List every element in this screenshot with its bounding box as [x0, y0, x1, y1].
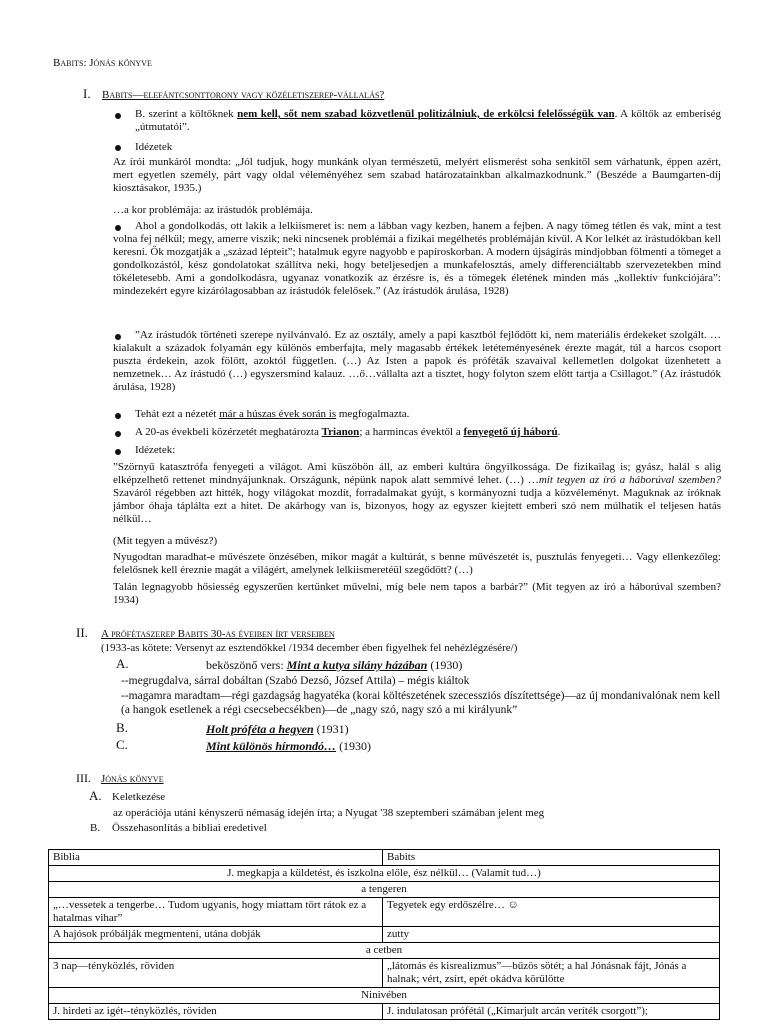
bullet-6-text: A 20-as évekbeli közérzetét meghatározta Trianon; a harmincas évektől a fenyegető új háború. [135, 426, 561, 438]
item-a-text: beköszönő vers: Mint a kutya silány házában (1930) [206, 658, 463, 672]
table-cell: a tengeren [49, 882, 720, 898]
table-row [49, 866, 720, 882]
table-header-row [49, 850, 720, 866]
table-row [49, 927, 720, 943]
item-a-line-2: --magamra maradtam—régi gazdagság hagyatéka (korai költészetének szecessziós díszítettsége)—az új mondanivalónak nem kell (a hangok esetlenek a régi csecsebecsékben)—de „nagy szó, nagy szó a mi királyunk” [121, 690, 721, 716]
item-a-letter: A. [116, 656, 129, 671]
table-header-biblia: Biblia [49, 850, 383, 866]
section-2-intro: (1933-as kötete: Versenyt az esztendőkkel /1934 december ében figyelhek fel nehézlégzésére/) [101, 642, 518, 654]
section-3-a-label: Keletkezése [112, 791, 166, 803]
bullet-3-text: Ahol a gondolkodás, ott lakik a lelkiismeret is: nem a lábban vagy kezben, hanem a fejben. A nagy tömeg tétlen és vak, mint a test volna fej nélkül; megy, amerre viszik; neki nincsenek problémái a fizikai megélhetés problémáján kívül. A Kor lelkét az írástudókban kell keresni. Ők mozgatják a „század lépteit”; hatalmuk egyre nagyobb e papíroskorban. A modern újságírás mindjobban fölmenti a tömeget a gondolkozástól, kész gondolatokat szállítva neki, hogy beteljesedjen a munkafelosztás, amely differenciáltabb szervezetekben mind tökéletesebb. Ami a gondolkodásra, ugyanaz vonatkozik az érzésre is, és a tömegek életének minden más „kollektív funkciójára”: mindezekért egyre kizárólagosabban az írástudók felelősek.” (Az írástudók árulása, 1928) [113, 220, 721, 297]
section-1-heading: Babits—elefántcsonttorony vagy közéletiszerep-vállalás? [102, 89, 385, 101]
bullet-icon [115, 431, 121, 437]
quote-2-end: Talán legnagyobb hősiesség egyszerűen kertünket művelni, míg bele nem tapos a barbár?” (Mit tegyen az író a háborúval szemben? 1934) [113, 581, 721, 606]
bullet-icon [115, 113, 121, 119]
bullet-icon [115, 145, 121, 151]
section-3-number: III. [76, 771, 91, 785]
section-3-b-label: Összehasonlítás a bibliai eredetivel [112, 822, 267, 834]
table-cell: 3 nap—tényközlés, röviden [49, 959, 383, 988]
quote-1: Az írói munkáról mondta: „Jól tudjuk, hogy munkánk olyan természetű, melyért elismerést soha senkitől sem várhatunk, éppen azért, mert egyetlen személy, párt vagy oldal véleményéhez sem szabad határozatainkban alkalmazkodnunk.” (Beszéde a Baumgarten-díj kiosztásakor, 1935.) [113, 156, 721, 194]
table-cell: J. indulatosan prófétál („Kimarjult arcán veríték csorgott”); [383, 1004, 720, 1020]
bullet-icon [115, 449, 121, 455]
comparison-table [48, 849, 720, 1020]
table-cell: „látomás és kisrealizmus”—bűzös sötét; a hal Jónásnak fájt, Jónás a halnak; vért, zsírt, epét okádva körülötte [383, 959, 720, 988]
item-c-letter: C. [116, 737, 128, 752]
table-cell: J. hirdeti az igét--tényközlés, röviden [49, 1004, 383, 1020]
table-row [49, 988, 720, 1004]
bullet-2-text: Idézetek [135, 141, 173, 153]
quote-2: ”Szörnyű katasztrófa fenyegeti a világot. Ami küszöbön áll, az emberi kultúra öngyilkossága. De fizikailag is; gyász, halál s alig elképzelhető rettenet mindnyájunknak. Országunk, népünk napok alatt semmivé lehet. (…) …mit tegyen az író a háborúval szemben? Szaváról régebben azt hitték, hogy világokat mozdít, forradalmakat gyújt, s kormányozni tudja a közvéleményt. Maguknak az íróknak jámbor óhaja táplálta ezt a hitet. De akárhogy van is, bizonyos, hogy az egyszer kiejtett emberi szó nem múlhatik el teljesen hatás nélkül… [113, 461, 721, 525]
section-3-a-text: az operációja utáni kényszerű némaság idején írta; a Nyugat '38 szeptemberi számában jelent meg [113, 807, 545, 819]
section-1-number: I. [83, 86, 91, 101]
section-3-b-letter: B. [90, 822, 101, 834]
bullet-5-text: Tehát ezt a nézetét már a húszas évek során is megfogalmazta. [135, 408, 410, 420]
quote-1-followup: …a kor problémája: az írástudók problémája. [113, 204, 313, 216]
item-c-text: Mint különös hírmondó… (1930) [206, 739, 372, 753]
table-cell: zutty [383, 927, 720, 943]
bullet-4-text: ”Az írástudók történeti szerepe nyilvánvaló. Ez az osztály, amely a papi kasztból fejlődött ki, nem materiális érdekeket szolgált. …kialakult a századok folyamán egy különös emberfajta, mely magasabb értékek letéteményesének érezte magát, túl a harcos csoport puszta érdekein, azok fölött, azoktól független. (…) Az Isten a papok és próféták szavaival kellemetlen dolgokat üzenhetett a nemzetnek… Az írástudó (…) egyszersmind kalauz. …ő…vállalta azt a tisztet, hogy folyton szem előtt tartja a Csillagot.” (Az írástudók árulása, 1928) [113, 329, 721, 393]
table-cell: J. megkapja a küldetést, és iszkolna előle, ész nélkül… (Valamit tud…) [49, 866, 720, 882]
table-header-babits: Babits [383, 850, 720, 866]
table-row [49, 898, 720, 927]
bullet-icon [115, 413, 121, 419]
table-row [49, 959, 720, 988]
table-cell: A hajósok próbálják megmenteni, utána dobják [49, 927, 383, 943]
item-a-line-1: --megrugdalva, sárral dobáltan (Szabó Dezső, József Attila) – mégis kiáltok [121, 675, 470, 687]
table-cell: Ninivében [49, 988, 720, 1004]
section-2-number: II. [76, 625, 88, 640]
bullet-7-text: Idézetek: [135, 444, 176, 456]
item-b-letter: B. [116, 720, 128, 735]
quote-2-aside: (Mit tegyen a művész?) [113, 535, 218, 547]
quote-2-continued: Nyugodtan maradhat-e művészete önzésében, mikor magát a kultúrát, s benne művészetét is, pusztulás fenyegeti… Vagy ellenkezőleg: felelősnek kell éreznie magát a világért, amelynek lelkiismeretéül szegődött? (…) [113, 551, 721, 576]
section-3-heading: Jónás könyve [101, 773, 164, 785]
section-3-a-letter: A. [89, 788, 102, 803]
table-cell: Tegyetek egy erdőszélre… ☺ [383, 898, 720, 927]
table-cell: a cetben [49, 943, 720, 959]
doc-title: Babits: Jónás könyve [53, 57, 152, 69]
table-row [49, 882, 720, 898]
table-cell: „…vessetek a tengerbe… Tudom ugyanis, hogy miattam tört rátok ez a hatalmas vihar” [49, 898, 383, 927]
table-row [49, 943, 720, 959]
section-2-heading: A prófétaszerep Babits 30-as éveiben írt verseiben [101, 628, 335, 640]
table-row [49, 1004, 720, 1020]
item-b-text: Holt próféta a hegyen (1931) [206, 722, 349, 736]
bullet-1-text: B. szerint a költőknek nem kell, sőt nem szabad közvetlenül politizálniuk, de erkölcsi felelősségük van. A költők az emberiség „útmutatói”. [135, 108, 721, 133]
